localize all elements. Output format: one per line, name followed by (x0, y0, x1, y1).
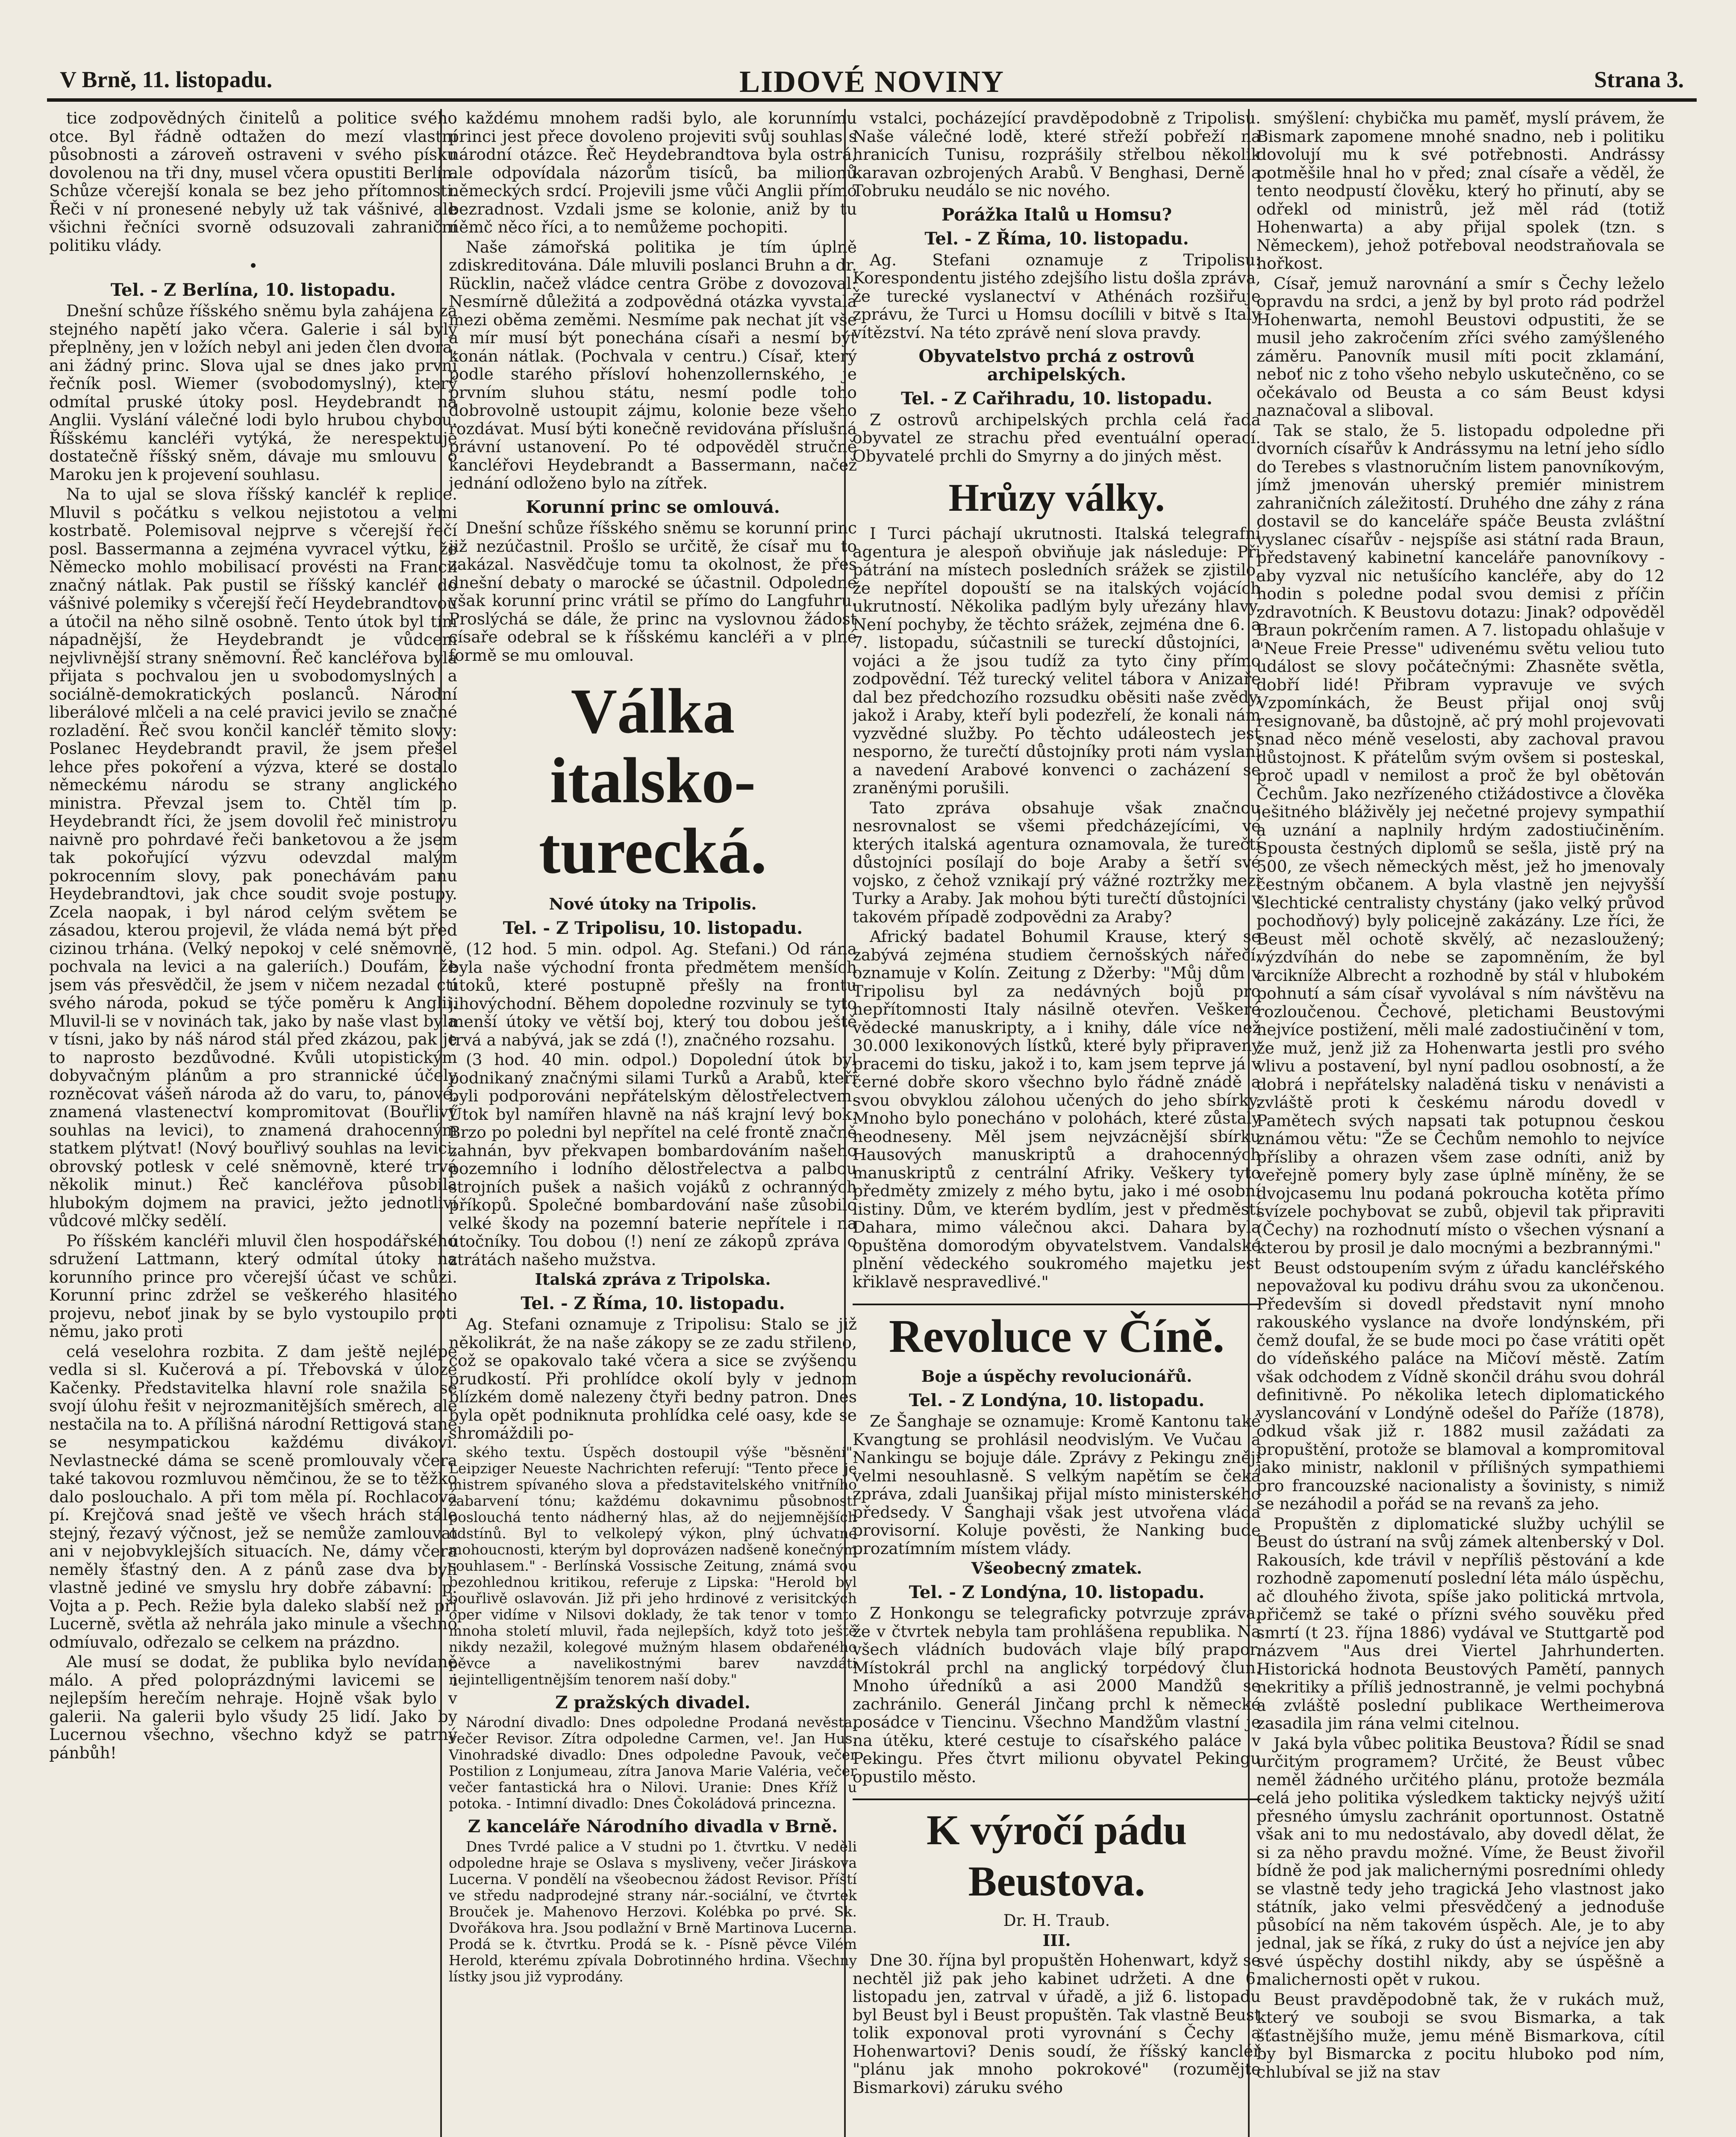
column-3 (853, 109, 1261, 2137)
paragraph: Propuštěn z diplomatické služby uchýlil se Beust do ústraní na svůj zámek altenberský v Dol. Rakousích, kde trávil v nepříliš pěstování a kde rozhodně zapomenutí poslední léta málo úspěchu, ač dlouhého života, spíše jako politická mrtvola, přičemž se také o přízni svého souvěku před smrtí (t 23. října 1886) vydával ve Stuttgartě pod názvem "Aus drei Viertel Jahrhunderten. Historická hodnota Beustových Pamětí, pannych nekritiky a příliš jednostranně, je velmi pochybná a zvláště poslední publikace Wertheimerova zasadila jim rána velmi citelnou. (1256, 1514, 1665, 1733)
page-number: Strana 3. (1594, 67, 1684, 92)
issue-date: V Brně, 11. listopadu. (60, 67, 273, 92)
dateline: Tel. - Z Berlína, 10. listopadu. (110, 280, 396, 300)
paragraph: celá veselohra rozbita. Z dam ještě nejlépe vedla si sl. Kučerová a pí. Třebovská v úloze Kačenky. Představitelka hlavní role snažila se svojí úlohu řešit v nejrozmanitějších směrech, ale nestačila na to. A přílišná národní Rettigová stane se nesympatickou každému divákovi. Nevlastnecké dáma se sceně promlouvaly včera také takovou rozmluvou němčinou, že se to těžko dalo poslouchalo. A při tom měla pí. Rochlacová pí. Krejčová snad ještě ve všech hrách stále stejný, řezavý výčnost, jež se nemůže zamlouvat ani v nejobvyklejších situacích. Ne, dámy včera neměly šťastný den. A z pánů zase dva byli vlastně jediné ve smyslu hry dobře zábavní: p. Vojta a p. Pech. Režie byla daleko slabší než při Lucerně, světla až nehrála jako minule a všechno odmíuvalo, odřezalo se celkem na prázdno. (49, 1342, 457, 1651)
section-heading: Porážka Italů u Homsu? (941, 204, 1172, 225)
headline-horrors: Hrůzy války. (948, 476, 1165, 519)
paragraph: Tato zpráva obsahuje však značnou nesrovnalost se všemi předcházejícími, ve kterých italská agentura oznamovala, že turečtí důstojníci posílají do boje Araby a šetří své vojsko, z čehož vznikají prý vážné roztržky mezi Turky a Araby. Jak mohou býti turečtí důstojníci v takovém případě zodpovědni za Araby? (853, 798, 1261, 926)
paragraph: (3 hod. 40 min. odpol.) Dopolední útok byl podnikaný značnými silami Turků a Arabů, kteří byli podporováni nepřátelským dělostřelectvem. Útok byl namířen hlavně na náš krajní levý bok. Brzo po poledni byl nepřítel na celé frontě značně zahnán, byv překvapen bombardováním našeho pozemního i lodního dělostřelectva a palbou strojních pušek a našich vojáků z ochranných příkopů. Společné bombardování naše zůsobilo velké škody na pozemní baterie nepřítele i na útočníky. Tou dobou (!) není ze zákopů zpráva o ztrátách našeho mužstva. (449, 1050, 857, 1269)
part-number: III. (1042, 1931, 1071, 1950)
section-heading: Korunní princ se omlouvá. (526, 497, 780, 517)
dateline: Tel. - Z Říma, 10. listopadu. (521, 1293, 785, 1313)
separator-star: • (248, 256, 258, 275)
paragraph: každému mnohem radši bylo, ale korunnímu princi jest přece dovoleno projeviti svůj souhlas s národní otázce. Řeč Heydebrandtova byla ostrá, ale odpovídala názorům tisíců, ba milionů německých srdcí. Projevili jsme vůči Anglii přímo bezradnost. Vzdali jsme se kolonie, aniž by tu němč něco říci, a to nemůžeme pochopiti. (449, 109, 857, 236)
dateline: Tel. - Z Říma, 10. listopadu. (924, 229, 1189, 249)
masthead (47, 64, 1697, 102)
dateline: Tel. - Z Londýna, 10. listopadu. (909, 1582, 1205, 1602)
section-heading: Obyvatelstvo prchá z ostrovů archipelských. (918, 346, 1195, 385)
column-4 (1256, 109, 1665, 2137)
section-heading: Z pražských divadel. (555, 1692, 750, 1713)
paragraph: Ze Šanghaje se oznamuje: Kromě Kantonu také Kvangtung se prohlásil neodvislým. Ve Vučau a Nankingu se bojuje dále. Zprávy z Pekingu znějí velmi nesouhlasně. S velkým napětím se čeká zpráva, zdali Juanšikaj přijal místo ministerského předsedy. V Šanghaji však jest utvořena vláda provisorní. Koluje pověsti, že Nanking bude prozatímním místem vlády. (853, 1412, 1261, 1558)
section-heading: Nové útoky na Tripolis. (549, 895, 757, 913)
paragraph: ského textu. Úspěch dostoupil výše "běsnění". Leipziger Neueste Nachrichten referují: "Tento přece je mistrem spívaného slova a představitelského vnitřního zabarvení tónu; každému dokavnimu působnosti poslouchá tento nádherný hlas, až do nejjemnějších odstínů. Byl to velkolepý výkon, plný úchvatné mohoucnosti, kterým byl doprovázen nadšeně konečným souhlasem." - Berlínská Vossische Zeitung, známá svou bezohlednou kritikou, referuje z Lipska: "Herold byl bouřlivě oslavován. Již při jeho hrdinové z verisitckých oper vidíme v Nilsovi doklady, že tak tenor v tomto mnoha století mluvil, řada nejlepších, když toto ještě nikdy nezažil, kolegové mužným hlasem obdařeného pěvce a navelikostnými barev navzdáti nejintelligentnějším tenorem naší doby." (449, 1443, 857, 1688)
paragraph: I Turci páchají ukrutnosti. Italská telegrafní agentura je alespoň obviňuje jak následuje: Při pátrání na místech posledních srážek se zjistilo, že nepřítel dopouští se na italských vojácích ukrutností. Několika padlým byly uřezány hlavy. Není pochyby, že těchto srážek, zejména dne 6. a 7. listopadu, súčastnili se tureckí důstojníci, a vojáci a že jsou tudíž za tyto činy přímo zodpovědní. Též turecký velitel tábora v Anizaře dal bez předchozího rozsudku oběsiti naše zvědy, jakož i Araby, kteří byli podezřelí, že konali nám vyzvědné služby. Po těchto událeostech jest nesporno, že turečtí důstojníky proti nám vyslaní a navedení Arabové konvenci o zacházení se zraněnými porušili. (853, 524, 1261, 797)
section-heading: Všeobecný zmatek. (971, 1559, 1142, 1578)
paragraph: Z ostrovů archipelských prchla celá řada obyvatel ze strachu před eventuální operací. Obyvatelé prchli do Smyrny a do jiných měst. (853, 410, 1261, 465)
paragraph: Dnešní schůze říšského sněmu se korunní princ již nezúčastnil. Prošlo se určitě, že císař mu to zakázal. Nasvědčuje tomu ta okolnost, že přes dnešní debaty o marocké se účastnil. Odpoledne však korunní princ vrátil se přímo do Langfuhru. Proslýchá se dále, že princ na vyslovnou žádost císaře odebral se k říšskému kancléři a v plné formě se mu omlouval. (449, 518, 857, 665)
dateline: Tel. - Z Londýna, 10. listopadu. (909, 1390, 1205, 1410)
paragraph: Ag. Stefani oznamuje z Tripolisu: Stalo se již několikrát, že na naše zákopy se ze zadu střileno, což se opakovalo také včera a sice se zvýšenou prudkostí. Při prohlídce okolí byly v jednom blízkém domě nalezeny čtyři bedny patron. Dnes byla opět podniknuta prohlídka celé oasy, kde se shromáždili po- (449, 1315, 857, 1442)
column-2 (449, 109, 857, 2137)
author: Dr. H. Traub. (1003, 1911, 1110, 1930)
headline-war: Válka (571, 676, 735, 747)
paragraph: Dnešní schůze říšského sněmu byla zahájena za stejného napětí jako včera. Galerie i sál byly přeplněny, jen v ložích nebyl ani jeden člen dvora, ani žádný princ. Slova ujal se dnes jako první řečník posl. Wiemer (svobodomyslný), který odmítal pruské útoky posl. Heydebrandt na Anglii. Vyslání válečné lodi bylo hrubou chybou. Říšskému kancléři vytýká, že nerespektuje dostatečně říšský sněm, dávaje mu smlouvu o Maroku jen k projevení souhlasu. (49, 301, 457, 484)
headline-beust: K výročí pádu Beustova. (853, 1798, 1261, 1907)
paragraph: Tak se stalo, že 5. listopadu odpoledne při dvorních císařův k Andrássymu na letní jeho sídlo do Terebes s vlastnoručním listem panovníkovým, jímž jmenován uherský premiér ministrem zahraničních záležitostí. Druhého dne záhy z rána dostavil se do kanceláře spáče Beusta zvláštní vyslanec císařův - nejspíše asi státní rada Braun, představený kabinetní kanceláře panovníkovy - aby vyzval nic netušícího kancléře, aby do 12 hodin s poledne podal svou demisi z příčin zdravotních. K Beustovu dotazu: Jinak? odpověděl Braun pokrčením ramen. A 7. listopadu ohlašuje v "Neue Freie Presse" udivenému světu veliou tuto událost se slovy počátečnými: Zhasněte světla, dobří lidé! Přibram vypravuje ve svých Vzpomínkách, že Beust přijal onoj svůj resignovaně, ba důstojně, ač prý mohl projevovati snad něco méně veselosti, aby zachoval pravou důstojnost. K přátelům svým ovšem si posteskal, proč upadl v nemilost a proč že byl obětován Čechům. Jako nezřízeného ctižádostivce a člověka ješitného bláživěly jej nečetné projevy sympathií a uznání a naplnily hrdým zadostiučiněním. Spousta čestných diplomů se sešla, jistě prý na 500, ze všech německých měst, jež ho jmenovaly čestným občanem. A byla vlastně jen nejvyšší šlechtické centralisty chystány (jako velký průvod pochodňový) byly policejně zakázány. Lze říci, že Beust měl ochotě skvělý, ač nezasloužený; výzdvíhán do nebe se zapomněním, že byl arcikníže Albrecht a rozhodně by stál v hlubokém pohnutí a sám císař vyvolával s ním návštěvu na rozloučenou. Čechové, pletichami Beustovými nejvíce postižení, měli malé zadostiučinění v tom, že muž, jenž již za Hohenwarta jestli pro svého vlivu a postavení, byl nyní padlou osobností, a že dobrá i nepřátelsky naladěná tisku v nenávisti a zvláště proti k českému národu dovedl v Pamětech svých napsati tak potupnou českou známou větu: "Že se Čechům nemohlo to nejvíce přísliby a ohrazen všem zase odníti, aniž by veřejně pomery byly zase úplně míněny, že se dvojcasemu lnu podaná pokroucha kotěta přímo svízele pochybovat se zubů, objevil tak připraviti (Čechy) na rozhodnutí místo o všechen výsnaní a kterou by prosil je dalo mocnými a bezbrannými." (1256, 421, 1665, 1257)
paragraph: Beust odstoupením svým z úřadu kancléřského nepovažoval ku podivu dráhu svou za ukončenou. Především si dovedl představit nyní mnoho rakouského vyslance na dvoře londýnském, při čemž doufal, že se bude moci po čase vrátiti opět do vídeňského paláce na Mičoví městě. Zatím však odchodem z Vídně skončil dráhu svou dohrál definitivně. Po několika letech diplomatického vyslancování v Londýně odešel do Paříže (1878), odkud však již r. 1882 musil zažádati za propuštění, protože se blamoval a kompromitoval jako ministr, naklonil v přílišných sympathiemi pro francouzské nacionalisty a šovinisty, s nimiž se nezáhodil a pořád se na revanš za jeho. (1256, 1258, 1665, 1513)
column-1 (49, 109, 457, 2137)
paragraph: Po říšském kancléři mluvil člen hospodářského sdružení Lattmann, který odmítal útoky na korunního prince pro včerejší účast ve schůzi. Korunní princ zdržel se veškerého hlasitého projevu, neboť jinak by se bylo vystoupilo proti němu, jako proti (49, 1231, 457, 1341)
paragraph: Na to ujal se slova říšský kancléř k replice. Mluvil s počátku s velkou nejistotou a velmi kostrbatě. Polemisoval nejprve s včerejší řečí posl. Bassermanna a zejména vyvracel výtku, že Německo mohlo mobilisací provésti na Francii značný nátlak. Pak pustil se říšský kancléř do vášnivé polemiky s včerejší řečí Heydebrandtovou a útočil na něho silně osobně. Tento útok byl tím nápadnější, že Heydebrandt je vůdcem nejvlivnější strany sněmovní. Řeč kancléřova byla přijata s pochvalou jen u svobodomyslných a sociálně-demokratických poslanců. Národní liberálové mlčeli a na celé pravici jevilo se značné rozladění. Řeč svou končil kancléř těmito slovy: Poslanec Heydebrandt pravil, že jsem přešel lehce přes pokoření a výzva, které se dostalo německému národu se strany anglického ministra. Převzal jsem to. Chtěl tím p. Heydebrandt říci, že jsem dovolil řeč ministrovu naivně pro pohrdavé řeči banketovou a že jsem tak pokořující výzvu odevzdal malým pokrocenním slovy, pak ponechávám panu Heydebrandtovi, jak chce soudit svoje postupy. Zcela naopak, i byl národ celým světem se zásadou, kterou projevil, že vláda nemá být před cizinou trhána. (Velký nepokoj v celé sněmovně, pochvala na levici a na galeriích.) Doufám, že jsem vás přesvědčil, že jsem v ničem nezadal cti svého národa, pokud se týče poměru k Anglii. Mluvil-li se v novinách tak, jako by naše vlast byla v tísni, jako by náš národ stál před zkázou, pak je to naprosto bezdůvodné. Kvůli utopistickým dobyvačným plánům a pro strannické účely rozněcovat vášeň národa až do varu, to, pánové, znamená vlastenectví kompromitovat (Bouřlivý souhlas na levici), to znamená drahocenným statkem plýtvat! (Nový bouřlivý souhlas na levici, obrovský potlesk v celé sněmovně, které trvá několik minut.) Řeč kancléřova působila hlubokým dojmem na pravici, ježto jednotliví vůdcové mlčky sedělí. (49, 485, 457, 1230)
paragraph: Dnes Tvrdé palice a V studni po 1. čtvrtku. V neděli odpoledne hraje se Oslava s mysliveny, večer Jiráskova Lucerna. V pondělí na všeobecnou žádost Revisor. Příští ve středu nadprodejné strany nár.-sociální, ve čtvrtek Brouček je. Mahenovo Herzovi. Kolébka po prvé. Sk. Dvořákova hra. Jsou podlažní v Brně Martinova Lucerna. Prodá se k. čtvrtku. Prodá se k. - Písně pěvce Vilém Herold, kterému zpívala Dobrotinného hrdina. Všechny lístky jsou již vyprodány. (449, 1838, 857, 1985)
paragraph: (12 hod. 5 min. odpol. Ag. Stefani.) Od rána byla naše východní fronta předmětem menších útoků, které postupně přešly na frontu jihovýchodní. Během dopoledne rozvinuly se tyto menší útoky ve větší boj, který tou dobou ještě trvá a nabývá, jak se zdá (!), značného rozsahu. (449, 939, 857, 1049)
dateline: Tel. - Z Cařihradu, 10. listopadu. (901, 389, 1212, 409)
paragraph: Císař, jemuž narovnání a smír s Čechy leželo opravdu na srdci, a jenž by byl proto rád podržel Hohenwarta, nemohl Beustovi odpustiti, že se musil jeho zakročením zříci svého zamýšleného záměru. Panovník musil míti pocit zklamání, neboť nic z toho všeho nebylo uskutečněno, co se očekávalo od Beusta a co sám Beust kdysi naznačoval a sliboval. (1256, 274, 1665, 420)
headline-italo-turkish: italsko-turecká. (538, 745, 767, 887)
paragraph: Ale musí se dodat, že publika bylo nevídaně málo. A před poloprázdnými lavicemi se i nejlepším herečím nehraje. Hojně však bylo v galerii. Na galerii bylo všudy 25 lidí. Jako by Lucernou všechno, všechno když se patrný pánbůh! (49, 1652, 457, 1762)
paragraph: Ag. Stefani oznamuje z Tripolisu: Korespondentu jistého zdejšího listu došla zpráva, že turecké vyslanectví v Athénách rozšiřuje zprávu, že Turci u Homsu docílili v bitvě s Italy vítězství. Na této zprávě není slova pravdy. (853, 250, 1261, 342)
paragraph: vstalci, pocházející pravděpodobně z Tripolisu. Naše válečné lodě, které střeží pobřeží na hranicích Tunisu, rozprášily střelbou několik karavan ozbrojených Arabů. V Benghasi, Derně a Tobruku neudálo se nic nového. (853, 109, 1261, 200)
paragraph: Jaká byla vůbec politika Beustova? Řídil se snad určitým programem? Určité, že Beust vůbec neměl žádného určitého plánu, protože bezmála celá jeho politika výsledkem takticky nejvýš užití přesného úmyslu zachránit oportunnost. Ostatně však ani to mu nedostávalo, aby dovedl dělat, že si za něho pravdu možné. Víme, že Beust živořil bídně že pod jak malichernými posredními ohledy se vlastně tedy jeho tragická Jeho vlastnost jako státník, jako velmi přesvědčený a jednoduše působící na něm takovém úspěch. Ale, je to aby jednal, jak se říká, z ruky do úst a nejvíce jen aby své úspěchy dostihl nikdy, aby se úspěšně a malichernosti opět v rukou. (1256, 1734, 1665, 1989)
section-heading: Italská zpráva z Tripolska. (535, 1270, 771, 1289)
paragraph: Beust pravděpodobně tak, že v rukách muž, který ve souboji se svou Bismarka, a tak šťastnějšího muže, jemu méně Bismarkova, cítil by byl Bismarcka z pocitu hluboko pod ním, chlubíval se již na stav (1256, 1990, 1665, 2081)
section-heading: Boje a úspěchy revolucionářů. (921, 1367, 1192, 1386)
headline-revolution: Revoluce v Číně. (853, 1304, 1261, 1363)
paragraph: Africký badatel Bohumil Krause, který se zabývá zejména studiem černošských nářečí, oznamuje v Kolín. Zeitung z Džerby: "Můj dům v Tripolisu byl za nedávných bojů pro nepřítomnosti Italy násilně otevřen. Veškeré vědecké manuskripty, a i knihy, dále více než 30.000 lexikonových lístků, které byly připraveny pracemi do tisku, jakož i to, kam jsem teprve já v černé dobře skoro všechno bylo řádně znádě a svou obvyklou zálohou učených do jeho sbírky. Mnoho bylo ponecháno v polohách, které zůstaly neodneseny. Měl jsem nejvzácnější sbírku Hausových manuskriptů a drahocenných manuskriptů z centrální Afriky. Veškery tyto předměty zmizely z mého bytu, jako i mé osobní listiny. Dům, ve kterém bydlím, jest v předměstí Dahara, mimo válečnou akci. Dahara byla opuštěna domorodým obyvatelstvem. Vandalské plnění vědeckého soukromého majetku jest křiklavě nespravedlivé." (853, 927, 1261, 1291)
paragraph: Z Honkongu se telegraficky potvrzuje zpráva, že v čtvrtek nebyla tam prohlášena republika. Na všech vládních budovách vlaje bílý prapor. Místokrál prchl na anglický torpédový člun. Mnoho úředníků a asi 2000 Mandžů se zachránilo. Generál Jinčang prchl k německé posádce v Tiencinu. Všechno Mandžům vlastní je na útěku, které cestuje to císařského paláce v Pekingu. Přes čtvrt milionu obyvatel Pekingu opustilo město. (853, 1604, 1261, 1786)
paragraph: Dne 30. října byl propuštěn Hohenwart, když se nechtěl již pak jeho kabinet udržeti. A dne 6. listopadu jen, zatrval v úřadě, a již 6. listopadu byl Beust byl i Beust propuštěn. Tak vlastně Beust tolik exponoval proti vyrovnání s Čechy a Hohenwartovi? Denis soudí, že říšský kancléř "plánu jak mnoho pokrokové" (rozumějte Bismarkovi) záruku svého (853, 1951, 1261, 2097)
paragraph: Národní divadlo: Dnes odpoledne Prodaná nevěsta, večer Revisor. Zítra odpoledne Carmen, ve!. Jan Hus. Vinohradské divadlo: Dnes odpoledne Pavouk, večer Postilion z Lonjumeau, zítra Janova Marie Valéria, večer večer fantastická hra o Nilovi. Uranie: Dnes Kříž u potoka. - Intimní divadlo: Dnes Čokoládová princezna. (449, 1714, 857, 1812)
section-heading: Z kanceláře Národního divadla v Brně. (468, 1816, 838, 1837)
dateline: Tel. - Z Tripolisu, 10. listopadu. (503, 918, 803, 938)
newspaper-title: LIDOVÉ NOVINY (739, 65, 1005, 99)
paragraph: tice zodpovědných činitelů a politice svého otce. Byl řádně odtažen do mezí vlastní působnosti a zároveň ostraveni v svého písku dovolenou na tři dny, musel včera opustiti Berlín. Schůze včerejší konala se bez jeho přítomnosti. Řeči v ní pronesené nebyly už tak vášnivé, ale všichni řečníci svorně odsuzovali zahraniční politiku vlády. (49, 109, 457, 255)
paragraph: smýšlení: chybička mu paměť, myslí právem, že Bismark zapomene mnohé snadno, neb i politiku dovolují mu k své potřebnosti. Andrássy potměšile hnal ho v před; znal císaře a věděl, že tento neodpustí člověku, který ho přinutí, aby se odřekl od ministrů, jež měl rád (totiž Hohenwarta) a aby přijal spolek (tzn. s Německem), jehož potřeboval neodstraňovala se hořkost. (1256, 109, 1665, 273)
paragraph: Naše zámořská politika je tím úplně zdiskreditována. Dále mluvili poslanci Bruhn a dr. Rücklin, načež vládce centra Gröbe z dovozoval: Nesmírně důležitá a zodpovědná otázka vyvstala mezi oběma zeměmi. Nesmíme pak nechat jít vše a mír musí být ponechána císaři a nesmí být konán nátlak. (Pochvala v centru.) Císař, který podle starého přísloví hohenzollernského, je prvním sluhou státu, nesmí podle toho dobrovolně ustoupit zájmu, kolonie beze všeho rozdávat. Musí býti konečně revidována příslušná právní ustanovení. Po té odpověděl stručně kancléřovi Heydebrandt a Bassermann, načež jednání odloženo bylo na zítřek. (449, 237, 857, 492)
